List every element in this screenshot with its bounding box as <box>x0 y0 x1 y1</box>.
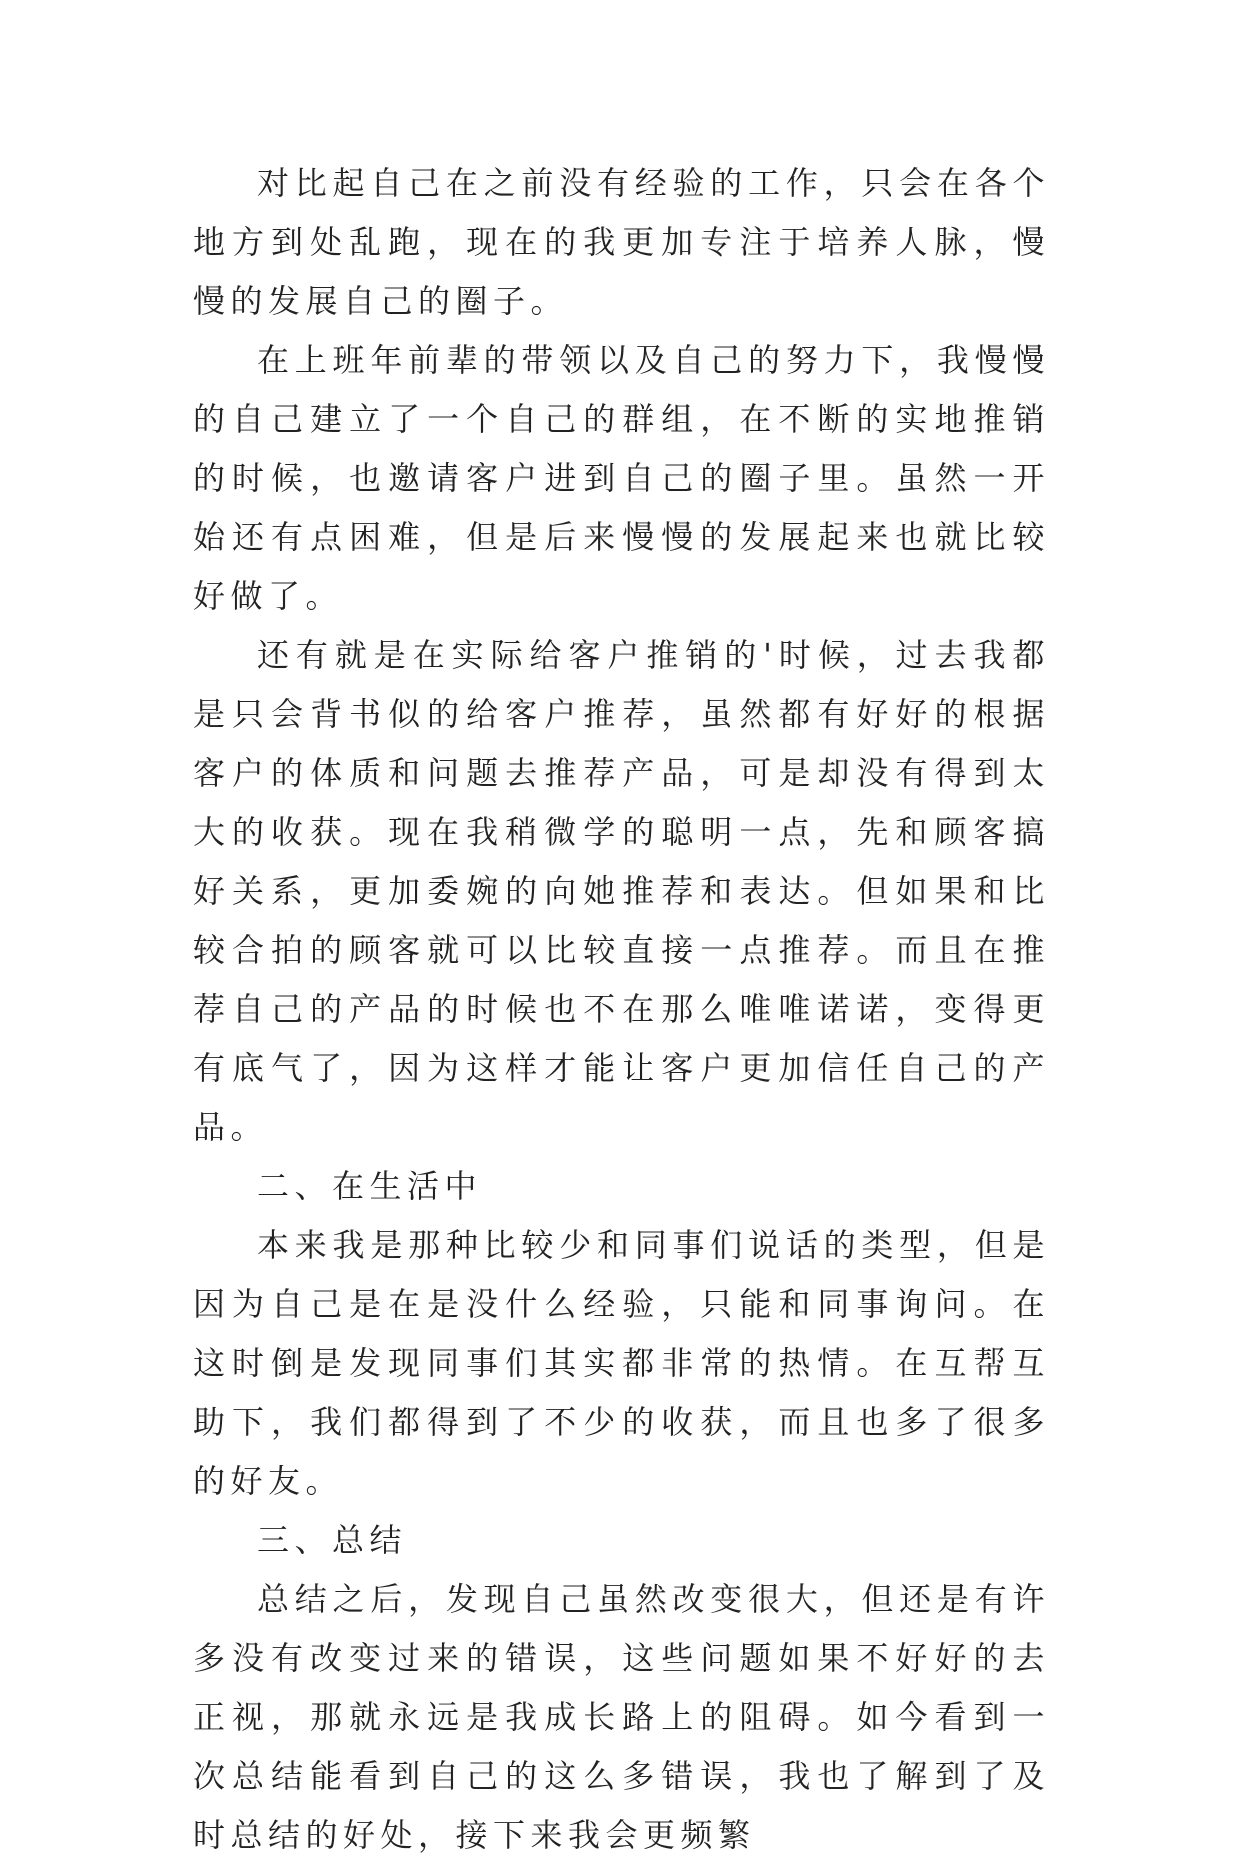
section-heading-life: 二、在生活中 <box>257 1167 483 1205</box>
document-body <box>193 154 1050 1865</box>
paragraph-sales-approach: 还有就是在实际给客户推销的'时候，过去我都是只会背书似的给客户推荐，虽然都有好好的根据客户的体质和问题去推荐产品，可是却没有得到太大的收获。现在我稍微学的聪明一点，先和顾客搞好关系，更加委婉的向她推荐和表达。但如果和比较合拍的顾客就可以比较直接一点推荐。而且在推荐自己的产品的时候也不在那么唯唯诺诺，变得更有底气了，因为这样才能让客户更加信任自己的产品。 <box>193 636 1050 1146</box>
paragraph-colleagues: 本来我是那种比较少和同事们说话的类型，但是因为自己是在是没什么经验，只能和同事询问。在这时倒是发现同事们其实都非常的热情。在互帮互助下，我们都得到了不少的收获，而且也多了很多的好友。 <box>193 1226 1050 1500</box>
section-heading-summary: 三、总结 <box>257 1521 408 1559</box>
paragraph-group-building: 在上班年前辈的带领以及自己的努力下，我慢慢的自己建立了一个自己的群组，在不断的实地推销的时候，也邀请客户进到自己的圈子里。虽然一开始还有点困难，但是后来慢慢的发展起来也就比较好做了。 <box>193 341 1050 615</box>
paragraph-summary: 总结之后，发现自己虽然改变很大，但还是有许多没有改变过来的错误，这些问题如果不好好的去正视，那就永远是我成长路上的阻碍。如今看到一次总结能看到自己的这么多错误，我也了解到了及时总结的好处，接下来我会更频繁 <box>193 1580 1050 1854</box>
paragraph-experience: 对比起自己在之前没有经验的工作，只会在各个地方到处乱跑，现在的我更加专注于培养人脉，慢慢的发展自己的圈子。 <box>193 164 1050 320</box>
